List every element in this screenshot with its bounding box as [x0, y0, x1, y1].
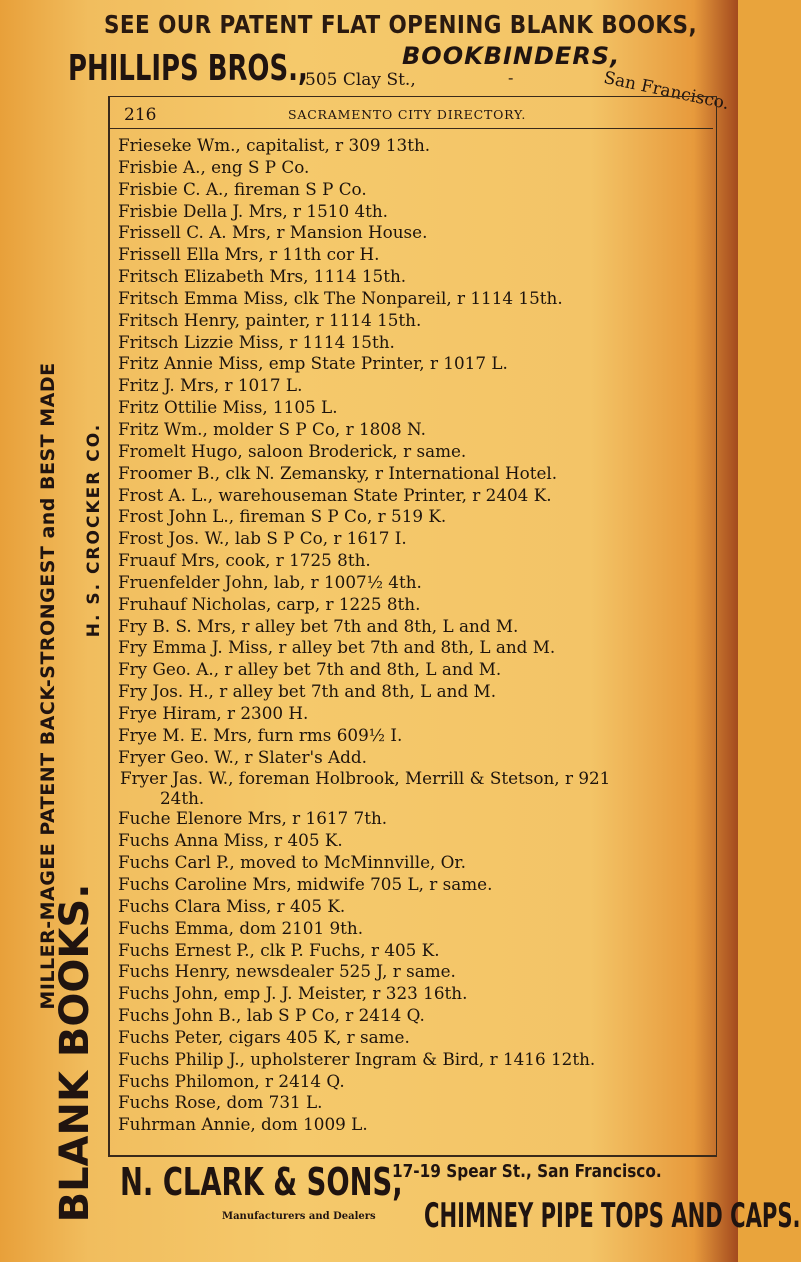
entry-text: Fritz J. Mrs, r 1017 L. [118, 375, 303, 396]
header-rule [110, 128, 713, 129]
directory-entry [118, 441, 706, 463]
entry-text: Frisbie A., eng S P Co. [118, 156, 310, 177]
entry-text: Fritz Annie Miss, emp State Printer, r 1017 L. [118, 353, 508, 374]
entry-continuation: 24th. [160, 788, 205, 809]
bottom-advert-address: 17-19 Spear St., San Francisco. [392, 1161, 662, 1182]
entry-text: Fuhrman Annie, dom 1009 L. [118, 1114, 368, 1135]
entry-text: Frye Hiram, r 2300 H. [118, 702, 309, 723]
directory-entry [118, 896, 706, 918]
entry-text: Fuchs Emma, dom 2101 9th. [118, 917, 364, 938]
directory-entry [118, 135, 706, 157]
entry-text: Fritz Wm., molder S P Co, r 1808 N. [118, 418, 426, 439]
entry-text: Fuchs Peter, cigars 405 K, r same. [118, 1026, 410, 1047]
entry-text: Fuchs John, emp J. J. Meister, r 323 16th. [118, 983, 468, 1004]
entry-text: Fruhauf Nicholas, carp, r 1225 8th. [118, 593, 421, 614]
entry-text: Frissell C. A. Mrs, r Mansion House. [118, 222, 428, 243]
top-advert-address: 505 Clay St., [305, 70, 416, 90]
directory-entry [118, 375, 706, 397]
entry-text: Fruauf Mrs, cook, r 1725 8th. [118, 550, 371, 571]
directory-entry [118, 506, 706, 528]
entry-text: Fry Emma J. Miss, r alley bet 7th and 8th, L and M. [118, 637, 556, 658]
entry-text: Fritz Ottilie Miss, 1105 L. [118, 397, 338, 418]
entry-text: Fuchs Anna Miss, r 405 K. [118, 830, 343, 851]
directory-entry [118, 637, 706, 659]
directory-entry [118, 222, 706, 244]
entry-text: Fuchs Philip J., upholsterer Ingram & Bird, r 1416 12th. [118, 1048, 596, 1069]
directory-entry [118, 201, 706, 223]
entry-text: Fry B. S. Mrs, r alley bet 7th and 8th, L and M. [118, 615, 519, 636]
directory-entry [118, 157, 706, 179]
directory-entry [118, 463, 706, 485]
directory-entry [118, 310, 706, 332]
directory-entry [118, 1049, 706, 1071]
entry-text: Fuche Elenore Mrs, r 1617 7th. [118, 808, 388, 829]
entry-text: Frissell Ella Mrs, r 11th cor H. [118, 244, 380, 265]
side-advert-line2: H. S. CROCKER CO. [84, 422, 104, 638]
entry-text: Fry Jos. H., r alley bet 7th and 8th, L and M. [118, 681, 497, 702]
directory-entry [118, 768, 706, 808]
entry-text: Fuchs Caroline Mrs, midwife 705 L, r same. [118, 874, 493, 894]
directory-entry [118, 397, 706, 419]
entry-text: Fuchs Carl P., moved to McMinnville, Or. [118, 852, 466, 873]
directory-entry [118, 1027, 706, 1049]
side-advert-line3: BLANK BOOKS. [52, 883, 98, 1223]
directory-entry [118, 808, 706, 830]
entry-text: Fuchs Philomon, r 2414 Q. [118, 1070, 345, 1091]
top-advert-brand: PHILLIPS BROS., [68, 48, 308, 89]
entry-text: Fuchs Rose, dom 731 L. [118, 1092, 323, 1113]
page-title: SACRAMENTO CITY DIRECTORY. [288, 107, 527, 122]
entry-text: Froomer B., clk N. Zemansky, r International Hotel. [118, 462, 558, 483]
entry-text: Frost John L., fireman S P Co, r 519 K. [118, 506, 447, 527]
entry-text: Fruenfelder John, lab, r 1007½ 4th. [118, 571, 422, 592]
entry-text: Fryer Geo. W., r Slater's Add. [118, 746, 367, 767]
entry-text: Frisbie Della J. Mrs, r 1510 4th. [118, 200, 389, 221]
directory-entry [118, 353, 706, 375]
top-advert-city: San Francisco. [601, 68, 731, 115]
directory-entry [118, 1005, 706, 1027]
directory-entry [118, 681, 706, 703]
directory-entry [118, 918, 706, 940]
entry-text: Fritsch Henry, painter, r 1114 15th. [118, 309, 422, 330]
directory-entry [118, 940, 706, 962]
entry-text: Fromelt Hugo, saloon Broderick, r same. [118, 440, 467, 461]
directory-entry [118, 874, 706, 896]
directory-entries [118, 135, 706, 1136]
entry-text: Frost Jos. W., lab S P Co, r 1617 I. [118, 528, 407, 549]
directory-entry [118, 961, 706, 983]
bottom-advert-tagline: Manufacturers and Dealers [222, 1211, 376, 1222]
side-advert-line1: MILLER-MAGEE PATENT BACK-STRONGEST and BEST MADE [37, 362, 59, 1010]
directory-entry [118, 983, 706, 1005]
top-advert-headline: SEE OUR PATENT FLAT OPENING BLANK BOOKS, [104, 10, 698, 39]
directory-entry [118, 288, 706, 310]
directory-entry [118, 419, 706, 441]
top-advert-separator: - [508, 68, 514, 87]
entry-text: Fuchs Henry, newsdealer 525 J, r same. [118, 961, 456, 982]
page-number: 216 [124, 105, 157, 125]
directory-entry [118, 179, 706, 201]
entry-text: Frye M. E. Mrs, furn rms 609½ I. [118, 724, 403, 745]
directory-entry [118, 244, 706, 266]
entry-text: Fuchs John B., lab S P Co, r 2414 Q. [118, 1005, 425, 1026]
entry-text: Fuchs Clara Miss, r 405 K. [118, 895, 346, 916]
directory-entry [118, 266, 706, 288]
directory-entry [118, 332, 706, 354]
directory-entry [118, 550, 706, 572]
directory-entry [118, 725, 706, 747]
entry-text: Fry Geo. A., r alley bet 7th and 8th, L and M. [118, 659, 502, 680]
directory-entry [118, 572, 706, 594]
bottom-advert-product: CHIMNEY PIPE TOPS AND CAPS. [424, 1196, 801, 1236]
directory-entry [118, 528, 706, 550]
entry-text: Fuchs Ernest P., clk P. Fuchs, r 405 K. [118, 939, 440, 960]
entry-text: Frost A. L., warehouseman State Printer, r 2404 K. [118, 484, 552, 505]
bottom-advert-name: N. CLARK & SONS, [120, 1160, 403, 1204]
directory-entry [118, 594, 706, 616]
directory-entry [118, 616, 706, 638]
directory-entry [118, 659, 706, 681]
directory-entry [118, 830, 706, 852]
entry-text: Fryer Jas. W., foreman Holbrook, Merrill & Stetson, r 921 [120, 768, 611, 789]
entry-text: Frisbie C. A., fireman S P Co. [118, 178, 367, 199]
entry-text: Fritsch Emma Miss, clk The Nonpareil, r 1114 15th. [118, 287, 563, 308]
directory-entry [118, 1114, 706, 1136]
directory-entry [118, 485, 706, 507]
directory-entry [118, 703, 706, 725]
directory-entry [118, 1071, 706, 1093]
directory-entry [118, 1092, 706, 1114]
top-advert-trade: BOOKBINDERS, [402, 42, 621, 70]
directory-entry [118, 747, 706, 769]
entry-text: Fritsch Lizzie Miss, r 1114 15th. [118, 331, 395, 352]
entry-text: Frieseke Wm., capitalist, r 309 13th. [118, 135, 431, 155]
entry-text: Fritsch Elizabeth Mrs, 1114 15th. [118, 266, 407, 287]
directory-entry [118, 852, 706, 874]
